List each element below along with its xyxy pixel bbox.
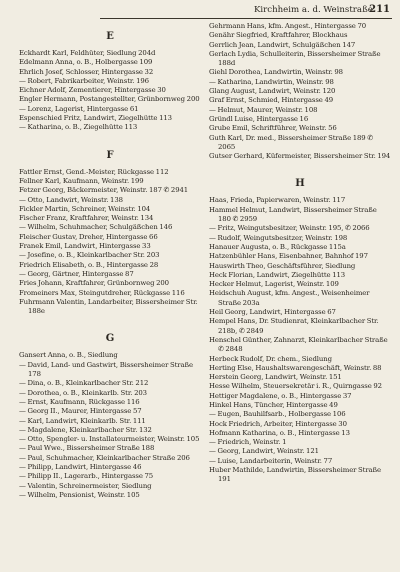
- directory-entry: Gutser Gerhard, Küfermeister, Bissersheimer Str. 194: [209, 152, 391, 161]
- directory-entry: — Dina, o. B., Kleinkarlbacher Str. 212: [19, 379, 149, 388]
- directory-entry: Hauswirth Theo, Geschäftsführer, Siedlung: [209, 261, 356, 270]
- directory-entry: Fries Johann, Kraftfahrer, Grünbornweg 200: [19, 279, 169, 288]
- left-column: [19, 22, 201, 500]
- directory-entry: Genähr Siegfried, Kraftfahrer, Blockhaus: [209, 31, 348, 40]
- header-rule: [100, 18, 392, 19]
- directory-entry: Eichner Adolf, Zementierer, Hintergasse 30: [19, 86, 166, 95]
- directory-entry: Heil Georg, Landwirt, Hintergasse 67: [209, 308, 336, 317]
- directory-entry: — Wilhelm, Pensionist, Weinstr. 105: [19, 490, 140, 499]
- page-header: [90, 5, 390, 19]
- directory-entry: — David, Land- und Gastwirt, Bissersheimer Straße 178: [19, 360, 193, 379]
- right-column: [209, 22, 391, 485]
- page-number: 211: [369, 4, 390, 15]
- directory-entry: — Philipp II., Lagerarb., Hintergasse 75: [19, 472, 154, 481]
- directory-entry: — Paul, Schuhmacher, Kleinkarlbacher Straße 206: [19, 453, 190, 462]
- directory-entry: — Luise, Landarbeiterin, Weinstr. 77: [209, 456, 333, 465]
- directory-entry: Engler Hermann, Postangestellter, Grünbornweg 200: [19, 95, 200, 104]
- section-letter-f: F: [106, 149, 114, 161]
- directory-entry: — Georg II., Maurer, Hintergasse 57: [19, 407, 142, 416]
- directory-entry: Ehrlich Josef, Schlosser, Hintergasse 32: [19, 67, 154, 76]
- directory-entry: Gansert Anna, o. B., Siedlung: [19, 351, 118, 360]
- directory-entry: Edelmann Anna, o. B., Holbergasse 109: [19, 58, 153, 67]
- directory-entry: Fischer Franz, Kraftfahrer, Weinstr. 134: [19, 214, 154, 223]
- directory-entry: — Friedrich, Weinstr. 1: [209, 438, 287, 447]
- directory-entry: — Otto, Landwirt, Weinstr. 138: [19, 195, 123, 204]
- directory-entry: — Josefine, o. B., Kleinkarlbacher Str. 203: [19, 251, 160, 260]
- directory-entry: — Lorenz, Lagerist, Hintergasse 61: [19, 104, 139, 113]
- directory-entry: Herting Else, Haushaltswarengeschäft, Weinstr. 88: [209, 363, 382, 372]
- directory-entry: Hofmann Katharina, o. B., Hintergasse 13: [209, 428, 350, 437]
- directory-entry: Guth Karl, Dr. med., Bissersheimer Straße 189 ✆ 2065: [209, 133, 373, 151]
- directory-entry: Espenschied Fritz, Landwirt, Ziegelhütte 113: [19, 114, 172, 123]
- directory-entry: — Ernst, Kaufmann, Rückgasse 116: [19, 397, 140, 406]
- directory-entry: — Dorothea, o. B., Kleinkarlb. Str. 203: [19, 388, 147, 397]
- directory-entry: Franek Emil, Landwirt, Hintergasse 33: [19, 242, 151, 251]
- directory-entry: — Karl, Landwirt, Kleinkarlb. Str. 111: [19, 416, 146, 425]
- section-letter-g: G: [105, 333, 115, 345]
- directory-entry: Hatzenbühler Hans, Eisenbahner, Bahnhof 197: [209, 252, 368, 261]
- directory-entry: Huber Mathilde, Landwirtin, Bissersheimer Straße 191: [209, 466, 382, 484]
- directory-entry: Fellner Karl, Kaufmann, Weinstr. 199: [19, 176, 144, 185]
- directory-entry: Heidschuh August, kfm. Angest., Weisenheimer Straße 203a: [209, 289, 370, 307]
- directory-entry: Hanauer Augusta, o. B., Rückgasse 115a: [209, 242, 346, 251]
- directory-entry: Gehrmann Hans, kfm. Angest., Hintergasse 70: [209, 22, 367, 30]
- directory-entry: — Robert, Fabrikarbeiter, Weinstr. 196: [19, 76, 149, 85]
- directory-entry: — Katharina, Landwirtin, Weinstr. 98: [209, 77, 334, 86]
- directory-entry: Hettiger Magdalene, o. B., Hintergasse 37: [209, 391, 352, 400]
- directory-entry: — Philipp, Landwirt, Hintergasse 46: [19, 462, 142, 471]
- directory-entry: Hock Friedrich, Arbeiter, Hintergasse 30: [209, 419, 347, 428]
- running-title: Kirchheim a. d. Weinstraße: [254, 5, 373, 15]
- directory-entry: Hammel Helmut, Landwirt, Bissersheimer Straße 180 ✆ 2959: [209, 205, 377, 224]
- directory-entry: — Georg, Gärtner, Hintergasse 87: [19, 269, 134, 278]
- directory-entry: Gründl Luise, Hintergasse 16: [209, 114, 309, 123]
- directory-entry: Hinkel Hans, Tüncher, Hintergasse 49: [209, 400, 338, 409]
- directory-entry: — Valentin, Schreinermeister, Siedlung: [19, 481, 152, 490]
- directory-entry: Fuhrmann Valentin, Landarbeiter, Bissersheimer Str. 188e: [19, 297, 198, 316]
- directory-entry: — Paul Wwe., Bissersheimer Straße 188: [19, 444, 155, 453]
- section-letter-h: H: [295, 178, 305, 190]
- directory-entry: Graf Ernst, Schmied, Hintergasse 49: [209, 96, 334, 105]
- directory-entry: Hempel Hans, Dr. Studienrat, Kleinkarlbacher Str. 218b, ✆ 2849: [209, 317, 379, 335]
- directory-entry: Hesse Wilhelm, Steuersekretär i. R., Quirngasse 92: [209, 382, 382, 391]
- directory-entry: Herstein Georg, Landwirt, Weinstr. 151: [209, 373, 342, 382]
- directory-entry: — Eugen, Bauhilfsarb., Holbergasse 106: [209, 410, 346, 419]
- directory-entry: Hecker Helmut, Lagerist, Weinstr. 109: [209, 280, 339, 289]
- directory-entry: Fromeiners Max, Steingutdreher, Rückgasse 116: [19, 288, 185, 297]
- section-gap: [19, 133, 201, 141]
- directory-entry: — Helmut, Maurer, Weinstr. 108: [209, 105, 318, 114]
- directory-entry: — Katharina, o. B., Ziegelhütte 113: [19, 123, 138, 132]
- directory-entry: Fickler Martin, Schreiner, Weinstr. 104: [19, 204, 151, 213]
- directory-entry: Fetzer Georg, Bäckermeister, Weinstr. 187 ✆ 2941: [19, 186, 189, 195]
- directory-entry: Herbeck Rudolf, Dr. chem., Siedlung: [209, 354, 332, 363]
- directory-entry: Giehl Dorothea, Landwirtin, Weinstr. 98: [209, 68, 343, 77]
- directory-entry: Henschel Günther, Zahnarzt, Kleinkarlbacher Straße ✆ 2848: [209, 335, 388, 354]
- directory-entry: — Fritz, Weingutsbesitzer, Weinstr. 195, ✆ 2066: [209, 224, 370, 233]
- directory-entry: — Otto, Spengler- u. Installateurmeister, Weinstr. 105: [19, 435, 200, 444]
- directory-entry: Glang August, Landwirt, Weinstr. 120: [209, 87, 336, 96]
- directory-entry: Fleischer Gustav, Dreher, Hintergasse 66: [19, 232, 158, 241]
- section-letter-e: E: [106, 31, 114, 42]
- directory-entry: — Georg, Landwirt, Weinstr. 121: [209, 447, 319, 456]
- directory-entry: Gerrlich Jean, Landwirt, Schulgäßchen 147: [209, 40, 356, 49]
- directory-entry: Fattler Ernst, Gend.-Meister, Rückgasse 112: [19, 167, 169, 176]
- directory-entry: — Rudolf, Weingutsbesitzer, Weinstr. 198: [209, 233, 348, 242]
- section-gap: [209, 161, 391, 169]
- directory-entry: Eckhardt Karl, Feldhüter, Siedlung 204d: [19, 49, 156, 57]
- directory-entry: Haas, Frieda, Papierwaren, Weinstr. 117: [209, 196, 346, 205]
- directory-entry: — Wilhelm, Schuhmacher, Schulgäßchen 146: [19, 223, 173, 232]
- directory-entry: Grube Emil, Schriftführer, Weinstr. 56: [209, 124, 337, 133]
- section-gap: [19, 316, 201, 324]
- directory-entry: Gerlach Lydia, Schulleiterin, Bissersheimer Straße 188d: [209, 49, 381, 68]
- directory-entry: — Magdalene, Kleinkarlbacher Str. 132: [19, 425, 152, 434]
- directory-entry: Heck Florian, Landwirt, Ziegelhütte 113: [209, 270, 346, 279]
- directory-entry: Friedrich Elisabeth, o. B., Hintergasse 28: [19, 260, 159, 269]
